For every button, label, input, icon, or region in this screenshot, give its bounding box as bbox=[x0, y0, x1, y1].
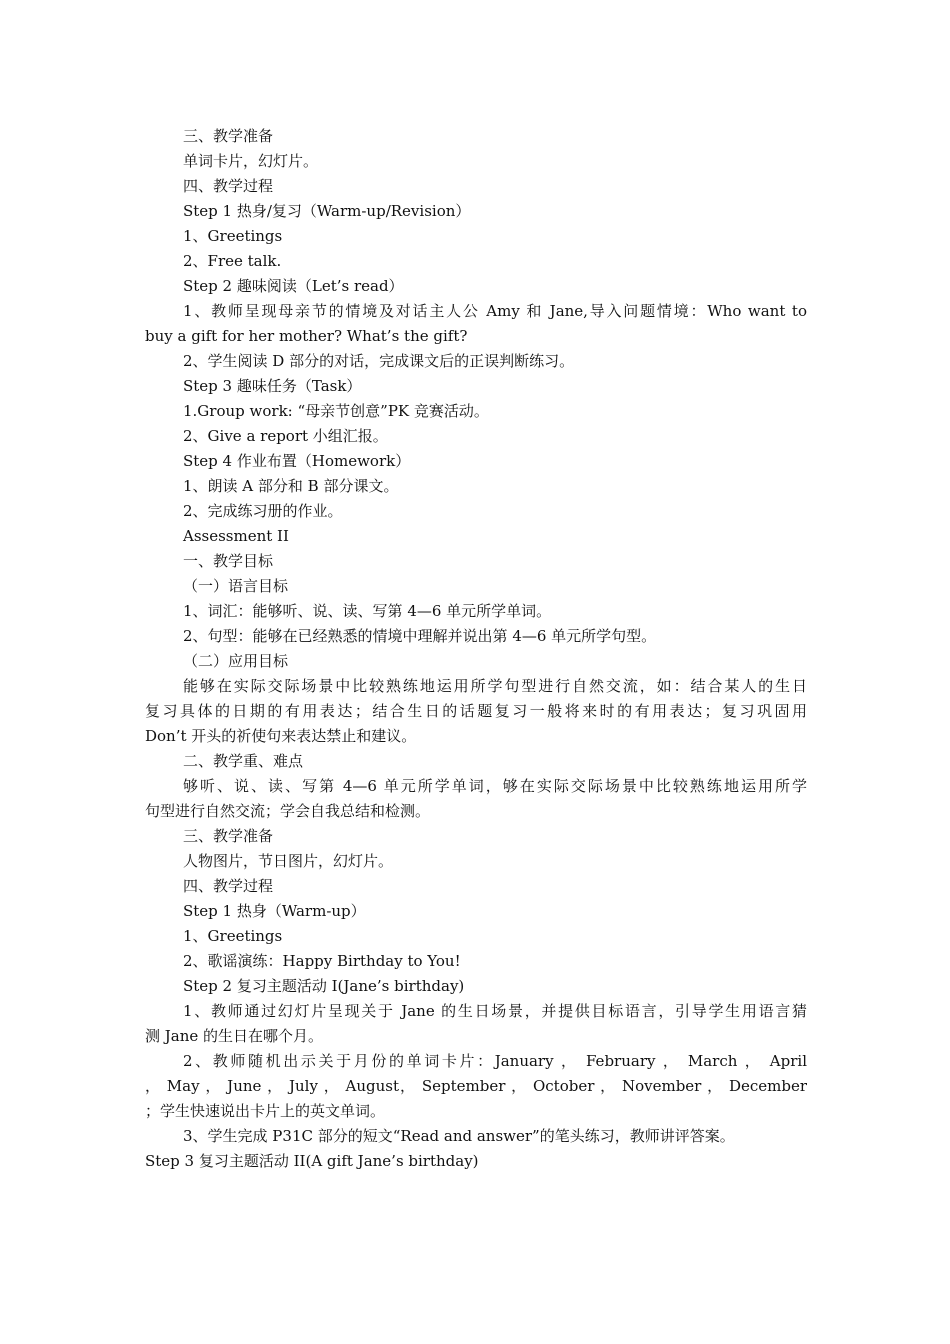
text-line: Step 2 复习主题活动 I(Jane’s birthday) bbox=[183, 977, 465, 995]
text-line: 1、教师呈现母亲节的情境及对话主人公 Amy 和 Jane,导入问题情境：Who want to bbox=[183, 302, 807, 320]
text-line: Step 1 热身/复习（Warm-up/Revision） bbox=[183, 202, 471, 220]
text-line: Assessment II bbox=[183, 527, 289, 545]
text-line: Step 1 热身（Warm-up） bbox=[183, 902, 366, 920]
text-line: 2、完成练习册的作业。 bbox=[183, 502, 343, 520]
text-line: 二、教学重、难点 bbox=[183, 752, 304, 770]
text-line: 2、学生阅读 D 部分的对话，完成课文后的正误判断练习。 bbox=[183, 352, 575, 370]
text-line: Don’t 开头的祈使句来表达禁止和建议。 bbox=[145, 727, 417, 745]
text-line: 四、教学过程 bbox=[183, 877, 274, 895]
text-line: 复习具体的日期的有用表达；结合生日的话题复习一般将来时的有用表达；复习巩固用 bbox=[145, 702, 807, 720]
text-line: 2、Free talk. bbox=[183, 252, 282, 270]
text-line: 3、学生完成 P31C 部分的短文“Read and answer”的笔头练习，教师讲评答案。 bbox=[183, 1127, 735, 1145]
text-line: Step 2 趣味阅读（Let’s read） bbox=[183, 277, 404, 295]
text-line: 2、句型：能够在已经熟悉的情境中理解并说出第 4—6 单元所学句型。 bbox=[183, 627, 657, 645]
text-line: 1、Greetings bbox=[183, 927, 283, 945]
text-line: 2、教师随机出示关于月份的单词卡片：January ， February ， March ， April bbox=[183, 1052, 807, 1070]
text-line: ；学生快速说出卡片上的英文单词。 bbox=[145, 1102, 386, 1120]
text-line: 三、教学准备 bbox=[183, 127, 274, 145]
text-line: Step 3 趣味任务（Task） bbox=[183, 377, 362, 395]
text-line: 1.Group work: “母亲节创意”PK 竞赛活动。 bbox=[183, 402, 489, 420]
text-line: Step 3 复习主题活动 II(A gift Jane’s birthday) bbox=[145, 1152, 479, 1170]
text-line: 够听、说、读、写第 4—6 单元所学单词，够在实际交际场景中比较熟练地运用所学 bbox=[183, 777, 807, 795]
text-line: Step 4 作业布置（Homework） bbox=[183, 452, 411, 470]
text-line: 2、歌谣演练：Happy Birthday to You! bbox=[183, 952, 461, 970]
text-line: 1、朗读 A 部分和 B 部分课文。 bbox=[183, 477, 399, 495]
text-line: 1、教师通过幻灯片呈现关于 Jane 的生日场景，并提供目标语言，引导学生用语言猜 bbox=[183, 1002, 807, 1020]
text-line: 1、Greetings bbox=[183, 227, 283, 245]
text-line: 四、教学过程 bbox=[183, 177, 274, 195]
text-line: buy a gift for her mother? What’s the gift? bbox=[145, 327, 468, 345]
text-line: 能够在实际交际场景中比较熟练地运用所学句型进行自然交流，如：结合某人的生日 bbox=[183, 677, 807, 695]
text-line: 句型进行自然交流；学会自我总结和检测。 bbox=[145, 802, 431, 820]
text-line: 2、Give a report 小组汇报。 bbox=[183, 427, 388, 445]
text-line: 一、教学目标 bbox=[183, 552, 274, 570]
text-line: 人物图片，节日图片，幻灯片。 bbox=[183, 852, 394, 870]
text-line: 单词卡片，幻灯片。 bbox=[183, 152, 319, 170]
text-line: ， May ， June ， July ， August， September ， October ， November ， December bbox=[145, 1077, 807, 1095]
text-line: （一）语言目标 bbox=[183, 577, 289, 595]
text-line: 测 Jane 的生日在哪个月。 bbox=[145, 1027, 324, 1045]
text-line: （二）应用目标 bbox=[183, 652, 289, 670]
text-line: 1、词汇：能够听、说、读、写第 4—6 单元所学单词。 bbox=[183, 602, 552, 620]
text-line: 三、教学准备 bbox=[183, 827, 274, 845]
